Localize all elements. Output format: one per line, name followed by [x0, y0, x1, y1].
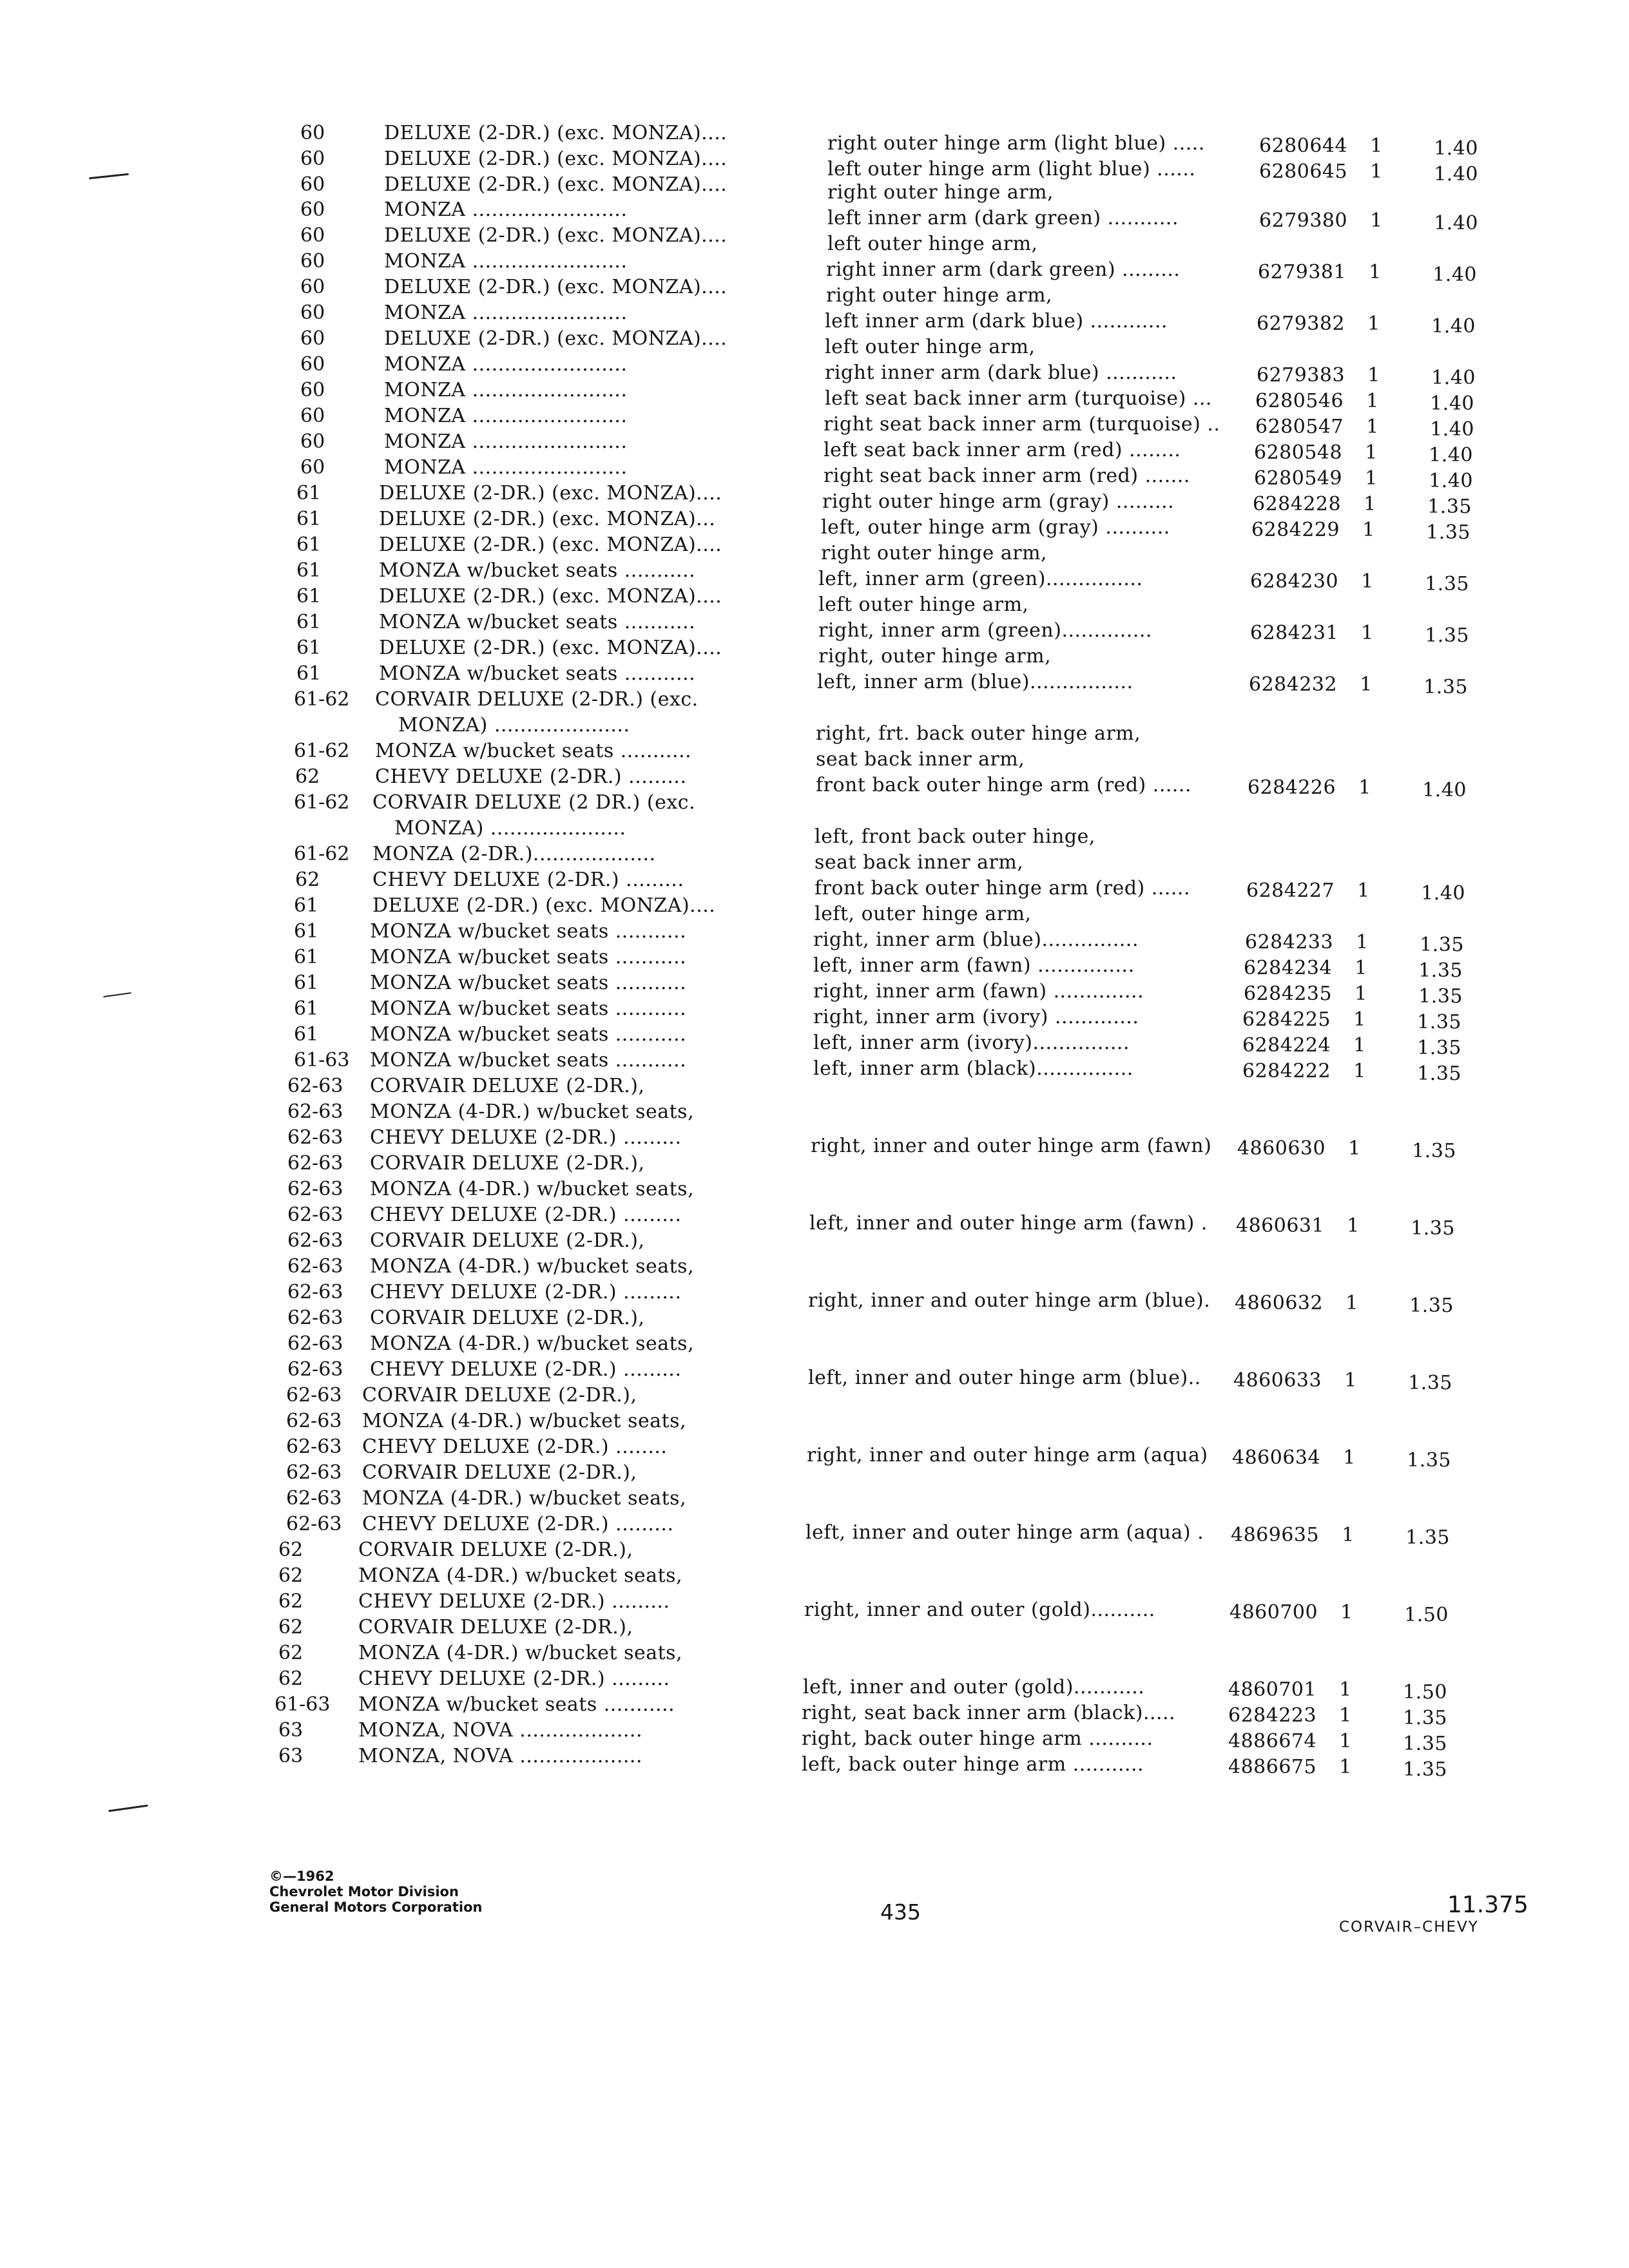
price: 1.35 [1411, 1217, 1455, 1240]
quantity: 1 [1353, 1060, 1366, 1082]
model-year: 61 [296, 508, 322, 530]
model-year: 60 [300, 379, 325, 401]
price: 1.35 [1412, 1140, 1456, 1162]
part-description: left, inner arm (blue)................ [817, 671, 1133, 693]
model-name: MONZA w/bucket seats ........... [375, 740, 692, 762]
section-number: 11.375 [1447, 1892, 1528, 1918]
quantity: 1 [1358, 776, 1371, 799]
part-description: left, front back outer hinge, [815, 825, 1095, 848]
model-name: MONZA ........................ [384, 198, 628, 221]
part-number: 6280644 [1259, 135, 1348, 157]
model-name: MONZA w/bucket seats ........... [370, 1023, 687, 1046]
part-number: 6284228 [1253, 493, 1342, 515]
part-number: 6284233 [1245, 931, 1334, 954]
model-name: DELUXE (2-DR.) (exc. MONZA).... [379, 637, 722, 659]
part-number: 4869635 [1231, 1524, 1320, 1546]
model-name: CORVAIR DELUXE (2-DR.), [370, 1075, 645, 1097]
copyright-block [269, 1869, 482, 1915]
model-name: MONZA w/bucket seats ........... [358, 1693, 675, 1716]
part-description: right inner arm (dark green) ......... [826, 258, 1181, 281]
model-year: 62-63 [286, 1461, 342, 1484]
model-name: CHEVY DELUXE (2-DR.) ......... [372, 869, 684, 891]
model-year: 62 [278, 1564, 304, 1587]
model-year: 62-63 [287, 1100, 343, 1123]
model-year: 60 [300, 276, 325, 298]
model-year: 61 [294, 920, 319, 943]
model-name: DELUXE (2-DR.) (exc. MONZA).... [379, 482, 722, 505]
model-year: 62-63 [287, 1075, 343, 1097]
part-description: right, inner arm (green).............. [818, 619, 1152, 642]
price: 1.35 [1418, 985, 1463, 1008]
quantity: 1 [1353, 1008, 1366, 1031]
part-number: 6280546 [1255, 390, 1344, 412]
model-year: 62 [278, 1539, 304, 1561]
part-description: left, back outer hinge arm ........... [802, 1753, 1144, 1776]
part-description: left, inner arm (green)............... [818, 568, 1143, 590]
price: 1.35 [1423, 676, 1468, 698]
model-name: MONZA ........................ [384, 250, 628, 273]
model-name: MONZA (4-DR.) w/bucket seats, [370, 1100, 695, 1123]
part-number: 6284224 [1242, 1034, 1331, 1057]
part-description: left outer hinge arm, [825, 336, 1036, 358]
model-year: 62 [278, 1590, 304, 1613]
model-year: 62-63 [286, 1513, 342, 1535]
model-name: MONZA w/bucket seats ........... [370, 946, 687, 968]
part-description: right, inner and outer hinge arm (blue). [808, 1289, 1211, 1312]
model-name: DELUXE (2-DR.) (exc. MONZA).... [384, 224, 728, 247]
part-description: front back outer hinge arm (red) ...... [815, 877, 1190, 899]
part-description: front back outer hinge arm (red) ...... [816, 774, 1191, 796]
price: 1.35 [1426, 521, 1470, 544]
quantity: 1 [1366, 390, 1379, 412]
part-description: right, back outer hinge arm .......... [802, 1727, 1153, 1750]
price: 1.35 [1417, 1037, 1461, 1059]
model-name: MONZA, NOVA ................... [358, 1719, 642, 1742]
part-description: left, inner arm (fawn) ............... [813, 954, 1135, 977]
model-year: 62 [278, 1667, 304, 1690]
model-name: DELUXE (2-DR.) (exc. MONZA).... [384, 148, 728, 170]
model-year: 63 [278, 1719, 304, 1742]
model-year: 62-63 [287, 1358, 343, 1381]
model-name: MONZA w/bucket seats ........... [379, 662, 696, 685]
part-number: 6280548 [1254, 441, 1343, 464]
price: 1.35 [1417, 1011, 1461, 1033]
model-year: 60 [300, 250, 325, 273]
price: 1.35 [1407, 1449, 1451, 1472]
model-name: CORVAIR DELUXE (2-DR.), [362, 1384, 637, 1407]
model-name: CORVAIR DELUXE (2-DR.), [370, 1229, 645, 1252]
quantity: 1 [1339, 1730, 1352, 1753]
model-year: 62-63 [287, 1126, 343, 1149]
part-number: 6284231 [1250, 622, 1339, 644]
price: 1.40 [1430, 418, 1474, 441]
part-number: 4860632 [1235, 1292, 1324, 1314]
part-number: 6279382 [1257, 312, 1345, 335]
price: 1.35 [1403, 1758, 1447, 1781]
model-name: CHEVY DELUXE (2-DR.) ......... [370, 1281, 682, 1303]
part-number: 6284225 [1242, 1008, 1331, 1031]
quantity: 1 [1356, 931, 1369, 954]
part-number: 6280645 [1259, 160, 1348, 183]
model-year: 60 [300, 148, 325, 170]
model-year: 62-63 [286, 1384, 342, 1407]
model-name: CORVAIR DELUXE (2-DR.), [362, 1461, 637, 1484]
model-year: 62 [295, 765, 320, 788]
model-name: MONZA w/bucket seats ........... [370, 920, 687, 943]
quantity: 1 [1367, 364, 1380, 387]
model-name: MONZA) ..................... [398, 714, 630, 736]
model-year: 61-63 [275, 1693, 331, 1716]
part-number: 6284229 [1251, 519, 1340, 541]
part-description: right outer hinge arm, [826, 284, 1053, 307]
price: 1.35 [1417, 1062, 1461, 1085]
part-description: left, outer hinge arm (gray) .......... [821, 516, 1170, 539]
model-name: MONZA ........................ [384, 379, 628, 401]
model-name: MONZA) ..................... [394, 817, 626, 840]
quantity: 1 [1361, 570, 1374, 593]
model-name: DELUXE (2-DR.) (exc. MONZA).... [384, 122, 728, 144]
corporation-line: General Motors Corporation [269, 1899, 483, 1915]
price: 1.50 [1404, 1604, 1449, 1626]
part-number: 4886674 [1228, 1730, 1317, 1753]
model-name: MONZA ........................ [384, 353, 628, 376]
price: 1.35 [1408, 1372, 1452, 1394]
model-year: 60 [300, 353, 325, 376]
margin-mark [108, 1805, 148, 1812]
part-number: 4886675 [1228, 1756, 1317, 1778]
model-name: CHEVY DELUXE (2-DR.) ......... [362, 1513, 674, 1535]
model-year: 61 [294, 997, 319, 1020]
model-name: MONZA (4-DR.) w/bucket seats, [358, 1642, 683, 1664]
model-name: DELUXE (2-DR.) (exc. MONZA).... [372, 894, 716, 917]
part-description: left inner arm (dark green) ........... [827, 207, 1179, 229]
part-description: left, inner and outer hinge arm (fawn) . [809, 1212, 1208, 1235]
model-name: MONZA ........................ [384, 302, 628, 324]
quantity: 1 [1370, 209, 1383, 232]
model-year: 62-63 [287, 1307, 343, 1329]
price: 1.35 [1418, 959, 1463, 982]
model-year: 61 [294, 894, 319, 917]
model-name: MONZA ........................ [384, 456, 628, 479]
price: 1.40 [1432, 264, 1477, 286]
model-year: 60 [300, 224, 325, 247]
division-line: Chevrolet Motor Division [269, 1884, 459, 1899]
model-year: 62-63 [287, 1229, 343, 1252]
quantity: 1 [1340, 1601, 1353, 1624]
model-name: MONZA ........................ [384, 405, 628, 427]
part-number: 4860701 [1228, 1678, 1317, 1701]
model-year: 61-63 [294, 1049, 350, 1072]
part-description: right inner arm (dark blue) ........... [825, 361, 1177, 384]
model-name: MONZA (2-DR.)................... [372, 843, 656, 865]
model-year: 60 [300, 173, 325, 196]
model-year: 61 [296, 637, 322, 659]
quantity: 1 [1365, 467, 1378, 490]
part-description: right outer hinge arm (gray) ......... [822, 490, 1175, 513]
model-year: 61 [294, 946, 319, 968]
model-year: 60 [300, 405, 325, 427]
price: 1.40 [1431, 367, 1476, 389]
part-description: left seat back inner arm (red) ........ [824, 439, 1181, 461]
model-year: 61-62 [294, 688, 350, 711]
price: 1.40 [1434, 212, 1478, 235]
part-number: 4860631 [1236, 1215, 1325, 1237]
part-description: left outer hinge arm, [827, 233, 1038, 255]
part-number: 6284235 [1244, 983, 1333, 1005]
quantity: 1 [1360, 673, 1373, 696]
quantity: 1 [1345, 1292, 1358, 1314]
part-description: seat back inner arm, [816, 748, 1025, 771]
model-year: 61 [296, 482, 322, 505]
price: 1.40 [1429, 444, 1473, 466]
margin-mark [89, 173, 129, 179]
part-number: 6284222 [1242, 1060, 1331, 1082]
quantity: 1 [1354, 983, 1367, 1005]
part-description: left, inner and outer hinge arm (aqua) . [805, 1521, 1204, 1544]
model-year: 62-63 [287, 1152, 343, 1175]
model-year: 60 [300, 198, 325, 221]
part-description: left, inner arm (ivory)............... [813, 1032, 1130, 1054]
model-name: CHEVY DELUXE (2-DR.) ........ [362, 1436, 668, 1458]
model-name: MONZA (4-DR.) w/bucket seats, [370, 1178, 695, 1200]
model-year: 61 [294, 1023, 319, 1046]
part-description: left, inner and outer (gold)........... [803, 1676, 1145, 1698]
model-name: MONZA (4-DR.) w/bucket seats, [370, 1255, 695, 1278]
model-year: 61 [296, 559, 322, 582]
model-year: 61-62 [294, 843, 350, 865]
part-description: right outer hinge arm, [821, 542, 1048, 564]
model-name: MONZA (4-DR.) w/bucket seats, [362, 1410, 687, 1432]
quantity: 1 [1367, 312, 1380, 335]
part-description: left, inner and outer hinge arm (blue).. [808, 1367, 1201, 1389]
model-year: 61 [296, 533, 322, 556]
model-year: 60 [300, 456, 325, 479]
part-description: left inner arm (dark blue) ............ [825, 310, 1168, 332]
quantity: 1 [1339, 1678, 1352, 1701]
part-description: right, outer hinge arm, [818, 645, 1052, 668]
model-year: 61-62 [294, 791, 350, 814]
quantity: 1 [1347, 1215, 1360, 1237]
part-number: 4860634 [1232, 1446, 1321, 1469]
price: 1.40 [1431, 315, 1476, 338]
part-number: 6284230 [1250, 570, 1339, 593]
model-year: 60 [300, 327, 325, 350]
model-year: 61-62 [294, 740, 350, 762]
model-name: CORVAIR DELUXE (2 DR.) (exc. [372, 791, 696, 814]
model-year: 62-63 [287, 1281, 343, 1303]
quantity: 1 [1344, 1369, 1357, 1392]
part-description: right, inner arm (ivory) ............. [813, 1006, 1139, 1028]
model-name: CHEVY DELUXE (2-DR.) ......... [358, 1590, 670, 1613]
part-number: 6284227 [1246, 879, 1335, 902]
model-name: CORVAIR DELUXE (2-DR.), [370, 1307, 645, 1329]
model-name: CORVAIR DELUXE (2-DR.), [358, 1616, 633, 1639]
model-name: DELUXE (2-DR.) (exc. MONZA).... [379, 585, 722, 608]
quantity: 1 [1348, 1137, 1361, 1160]
quantity: 1 [1361, 622, 1374, 644]
part-number: 4860630 [1237, 1137, 1326, 1160]
copyright-line: ©—1962 [269, 1869, 334, 1884]
model-name: CHEVY DELUXE (2-DR.) ......... [370, 1126, 682, 1149]
model-name: CHEVY DELUXE (2-DR.) ......... [370, 1204, 682, 1226]
quantity: 1 [1369, 261, 1382, 284]
price: 1.35 [1403, 1707, 1447, 1729]
price: 1.40 [1421, 882, 1465, 905]
part-number: 6284226 [1248, 776, 1336, 799]
model-year: 62 [295, 869, 320, 891]
model-name: DELUXE (2-DR.) (exc. MONZA).... [379, 533, 722, 556]
part-description: right, inner and outer (gold).......... [804, 1599, 1155, 1621]
quantity: 1 [1357, 879, 1370, 902]
part-number: 4860633 [1233, 1369, 1322, 1392]
model-name: MONZA (4-DR.) w/bucket seats, [362, 1487, 687, 1510]
part-description: right seat back inner arm (red) ....... [824, 465, 1190, 487]
part-number: 6284223 [1228, 1704, 1317, 1727]
model-year: 60 [300, 430, 325, 453]
part-description: right, inner arm (blue)............... [813, 928, 1139, 951]
model-year: 62 [278, 1642, 304, 1664]
quantity: 1 [1364, 493, 1376, 515]
part-description: left seat back inner arm (turquoise) ... [825, 387, 1212, 410]
price: 1.35 [1425, 573, 1469, 595]
margin-mark [103, 992, 131, 997]
part-description: right outer hinge arm, [827, 181, 1054, 204]
part-description: right, inner and outer hinge arm (aqua) [807, 1444, 1208, 1466]
part-description: right, seat back inner arm (black)..... [802, 1702, 1176, 1724]
model-name: CHEVY DELUXE (2-DR.) ......... [358, 1667, 670, 1690]
price: 1.35 [1403, 1733, 1447, 1755]
price: 1.35 [1420, 934, 1464, 956]
price: 1.35 [1405, 1526, 1450, 1549]
part-number: 6279383 [1257, 364, 1345, 387]
quantity: 1 [1370, 160, 1383, 183]
model-name: MONZA w/bucket seats ........... [370, 997, 687, 1020]
part-description: right, frt. back outer hinge arm, [816, 722, 1141, 745]
page-number: 435 [880, 1899, 921, 1925]
model-name: MONZA (4-DR.) w/bucket seats, [370, 1332, 695, 1355]
price: 1.40 [1429, 470, 1473, 492]
model-year: 62-63 [287, 1178, 343, 1200]
part-description: left outer hinge arm, [818, 593, 1029, 616]
model-name: MONZA w/bucket seats ........... [370, 972, 687, 994]
part-description: left, outer hinge arm, [815, 903, 1032, 925]
part-description: right seat back inner arm (turquoise) .. [824, 413, 1220, 436]
price: 1.40 [1430, 392, 1474, 415]
price: 1.40 [1434, 137, 1478, 160]
model-year: 62-63 [286, 1436, 342, 1458]
quantity: 1 [1365, 441, 1378, 464]
part-number: 6280549 [1254, 467, 1343, 490]
part-description: right, inner and outer hinge arm (fawn) [811, 1135, 1212, 1157]
price: 1.35 [1425, 624, 1469, 647]
part-description: seat back inner arm, [815, 851, 1024, 874]
quantity: 1 [1353, 1034, 1366, 1057]
part-number: 4860700 [1229, 1601, 1318, 1624]
quantity: 1 [1339, 1756, 1352, 1778]
model-name: DELUXE (2-DR.) (exc. MONZA)... [379, 508, 716, 530]
model-year: 61 [296, 611, 322, 633]
price: 1.40 [1422, 779, 1467, 802]
model-name: MONZA w/bucket seats ........... [379, 611, 696, 633]
quantity: 1 [1354, 957, 1367, 979]
model-year: 62-63 [286, 1410, 342, 1432]
model-year: 62 [278, 1616, 304, 1639]
price: 1.40 [1434, 163, 1478, 186]
model-name: CORVAIR DELUXE (2-DR.), [370, 1152, 645, 1175]
part-number: 6280547 [1255, 416, 1344, 438]
model-name: MONZA w/bucket seats ........... [379, 559, 696, 582]
model-name: MONZA ........................ [384, 430, 628, 453]
part-number: 6279381 [1258, 261, 1347, 284]
part-description: right, inner arm (fawn) .............. [813, 980, 1144, 1003]
model-year: 61 [294, 972, 319, 994]
model-name: CORVAIR DELUXE (2-DR.) (exc. [375, 688, 699, 711]
model-name: MONZA w/bucket seats ........... [370, 1049, 687, 1072]
price: 1.35 [1409, 1294, 1454, 1317]
quantity: 1 [1370, 135, 1383, 157]
model-year: 60 [300, 302, 325, 324]
model-year: 61 [296, 662, 322, 685]
price: 1.35 [1427, 495, 1472, 518]
price: 1.50 [1403, 1681, 1447, 1704]
quantity: 1 [1342, 1524, 1354, 1546]
quantity: 1 [1362, 519, 1375, 541]
part-description: right outer hinge arm (light blue) ..... [827, 132, 1205, 155]
model-year: 62-63 [287, 1204, 343, 1226]
model-year: 60 [300, 122, 325, 144]
model-name: MONZA (4-DR.) w/bucket seats, [358, 1564, 683, 1587]
part-description: left outer hinge arm (light blue) ...... [827, 158, 1196, 180]
model-year: 63 [278, 1745, 304, 1767]
part-number: 6284232 [1249, 673, 1338, 696]
model-name: CORVAIR DELUXE (2-DR.), [358, 1539, 633, 1561]
model-name: DELUXE (2-DR.) (exc. MONZA).... [384, 327, 728, 350]
quantity: 1 [1339, 1704, 1352, 1727]
section-name: CORVAIR–CHEVY [1339, 1919, 1479, 1936]
part-number: 6284234 [1244, 957, 1333, 979]
model-name: DELUXE (2-DR.) (exc. MONZA).... [384, 276, 728, 298]
model-name: CHEVY DELUXE (2-DR.) ......... [370, 1358, 682, 1381]
model-name: DELUXE (2-DR.) (exc. MONZA).... [384, 173, 728, 196]
part-number: 6279380 [1259, 209, 1348, 232]
model-year: 62-63 [287, 1332, 343, 1355]
part-description: left, inner arm (black)............... [813, 1057, 1133, 1080]
model-year: 61 [296, 585, 322, 608]
model-year: 62-63 [286, 1487, 342, 1510]
model-name: MONZA, NOVA ................... [358, 1745, 642, 1767]
quantity: 1 [1366, 416, 1379, 438]
quantity: 1 [1343, 1446, 1356, 1469]
model-year: 62-63 [287, 1255, 343, 1278]
model-name: CHEVY DELUXE (2-DR.) ......... [375, 765, 687, 788]
